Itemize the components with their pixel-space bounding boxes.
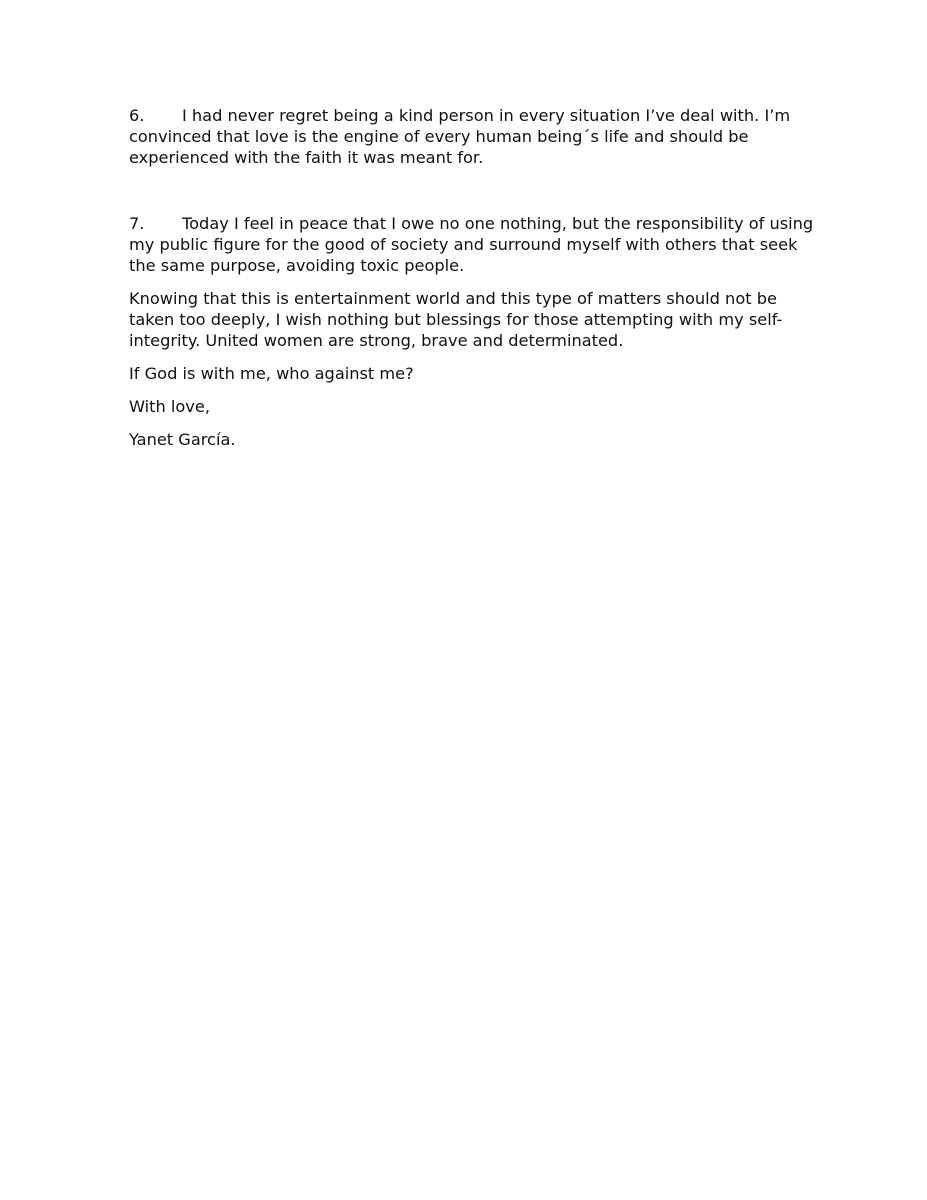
paragraph-first-line: Today I feel in peace that I owe no one nothing, but the responsibility of — [182, 214, 765, 233]
paragraph-number: 7. — [129, 214, 145, 233]
document-body — [129, 105, 819, 462]
numbered-paragraph-7 — [129, 213, 819, 276]
signature: Yanet García. — [129, 430, 236, 449]
paragraph-knowing: Knowing that this is entertainment world and this type of matters should not be taken too deeply, I wish nothing but blessings for those attempting with my self-integrity. United women are strong, brave and determinated. — [129, 289, 783, 350]
paragraph-number: 6. — [129, 106, 145, 125]
paragraph-continuation: I’m convinced that love is the engine of every human being´s life and should be experienced with the faith it was meant for. — [129, 106, 791, 167]
closing-line: With love, — [129, 397, 210, 416]
numbered-paragraph-6 — [129, 105, 819, 168]
paragraph-continuation: using my public figure for the good of society and surround myself with others that seek the same purpose, avoiding toxic people. — [129, 214, 814, 275]
paragraph-god: If God is with me, who against me? — [129, 364, 414, 383]
paragraph-first-line: I had never regret being a kind person in every situation I’ve deal with. — [182, 106, 760, 125]
